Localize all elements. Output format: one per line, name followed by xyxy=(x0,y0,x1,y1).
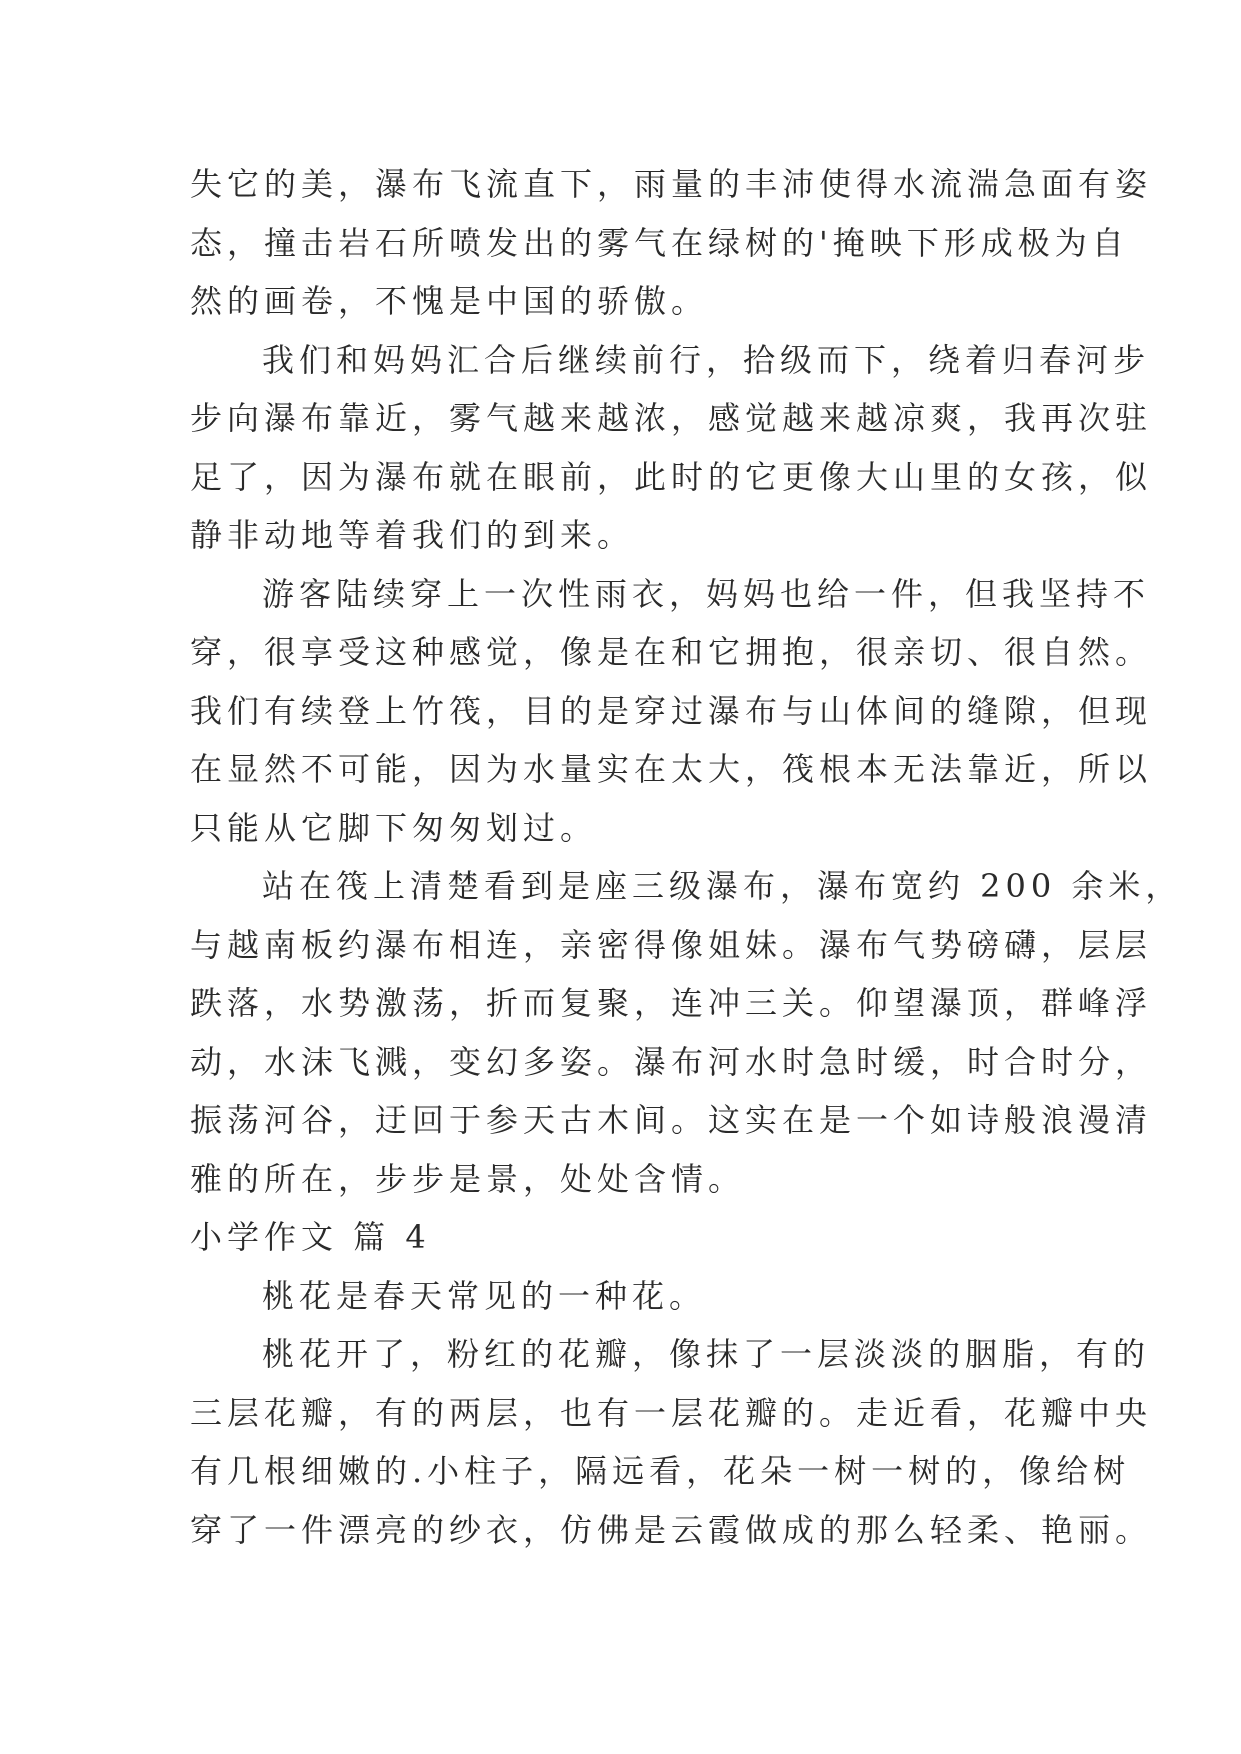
paragraph-5 xyxy=(190,1267,1090,1326)
paragraph-4 xyxy=(190,857,1183,1208)
paragraph-3 xyxy=(190,565,1153,858)
text-line: 态，撞击岩石所喷发出的雾气在绿树的'掩映下形成极为自 xyxy=(190,223,1129,262)
text-line: 步向瀑布靠近，雾气越来越浓，感觉越来越凉爽，我再次驻 xyxy=(190,399,1153,437)
text-line: 我们有续登上竹筏，目的是穿过瀑布与山体间的缝隙，但现 xyxy=(190,691,1153,730)
document-body xyxy=(190,155,1183,1559)
text-line: 在显然不可能，因为水量实在太大，筏根本无法靠近，所以 xyxy=(190,750,1153,788)
text-line: 桃花是春天常见的一种花。 xyxy=(262,1276,707,1315)
text-line: 只能从它脚下匆匆划过。 xyxy=(190,808,598,847)
text-line: 我们和妈妈汇合后继续前行，拾级而下，绕着归春河步 xyxy=(262,340,1151,379)
text-line: 雅的所在，步步是景，处处含情。 xyxy=(190,1159,746,1198)
text-line: 站在筏上清楚看到是座三级瀑布，瀑布宽约 200 余米， xyxy=(262,867,1183,905)
text-line: 三层花瓣，有的两层，也有一层花瓣的。走近看，花瓣中央 xyxy=(190,1393,1153,1432)
text-line: 游客陆续穿上一次性雨衣，妈妈也给一件，但我坚持不 xyxy=(262,574,1151,613)
text-line: 有几根细嫩的.小柱子，隔远看，花朵一树一树的，像给树 xyxy=(190,1452,1131,1490)
heading-text: 小学作文 篇 4 xyxy=(190,1218,431,1256)
text-line: 然的画卷，不愧是中国的骄傲。 xyxy=(190,282,709,320)
text-line: 振荡河谷，迂回于参天古木间。这实在是一个如诗般浪漫清 xyxy=(190,1101,1153,1139)
text-line: 穿了一件漂亮的纱衣，仿佛是云霞做成的那么轻柔、艳丽。 xyxy=(190,1510,1153,1549)
section-heading xyxy=(190,1208,1090,1267)
text-line: 与越南板约瀑布相连，亲密得像姐妹。瀑布气势磅礴，层层 xyxy=(190,925,1153,964)
text-line: 跌落，水势激荡，折而复聚，连冲三关。仰望瀑顶，群峰浮 xyxy=(190,984,1153,1022)
paragraph-1 xyxy=(190,155,1153,331)
text-line: 动，水沫飞溅，变幻多姿。瀑布河水时急时缓，时合时分， xyxy=(190,1042,1153,1081)
text-line: 足了，因为瀑布就在眼前，此时的它更像大山里的女孩，似 xyxy=(190,457,1153,496)
text-line: 失它的美，瀑布飞流直下，雨量的丰沛使得水流湍急面有姿 xyxy=(190,165,1153,203)
paragraph-6 xyxy=(190,1325,1153,1559)
text-line: 桃花开了，粉红的花瓣，像抹了一层淡淡的胭脂，有的 xyxy=(262,1335,1151,1373)
text-line: 静非动地等着我们的到来。 xyxy=(190,516,635,554)
paragraph-2 xyxy=(190,331,1153,565)
text-line: 穿，很享受这种感觉，像是在和它拥抱，很亲切、很自然。 xyxy=(190,633,1153,671)
